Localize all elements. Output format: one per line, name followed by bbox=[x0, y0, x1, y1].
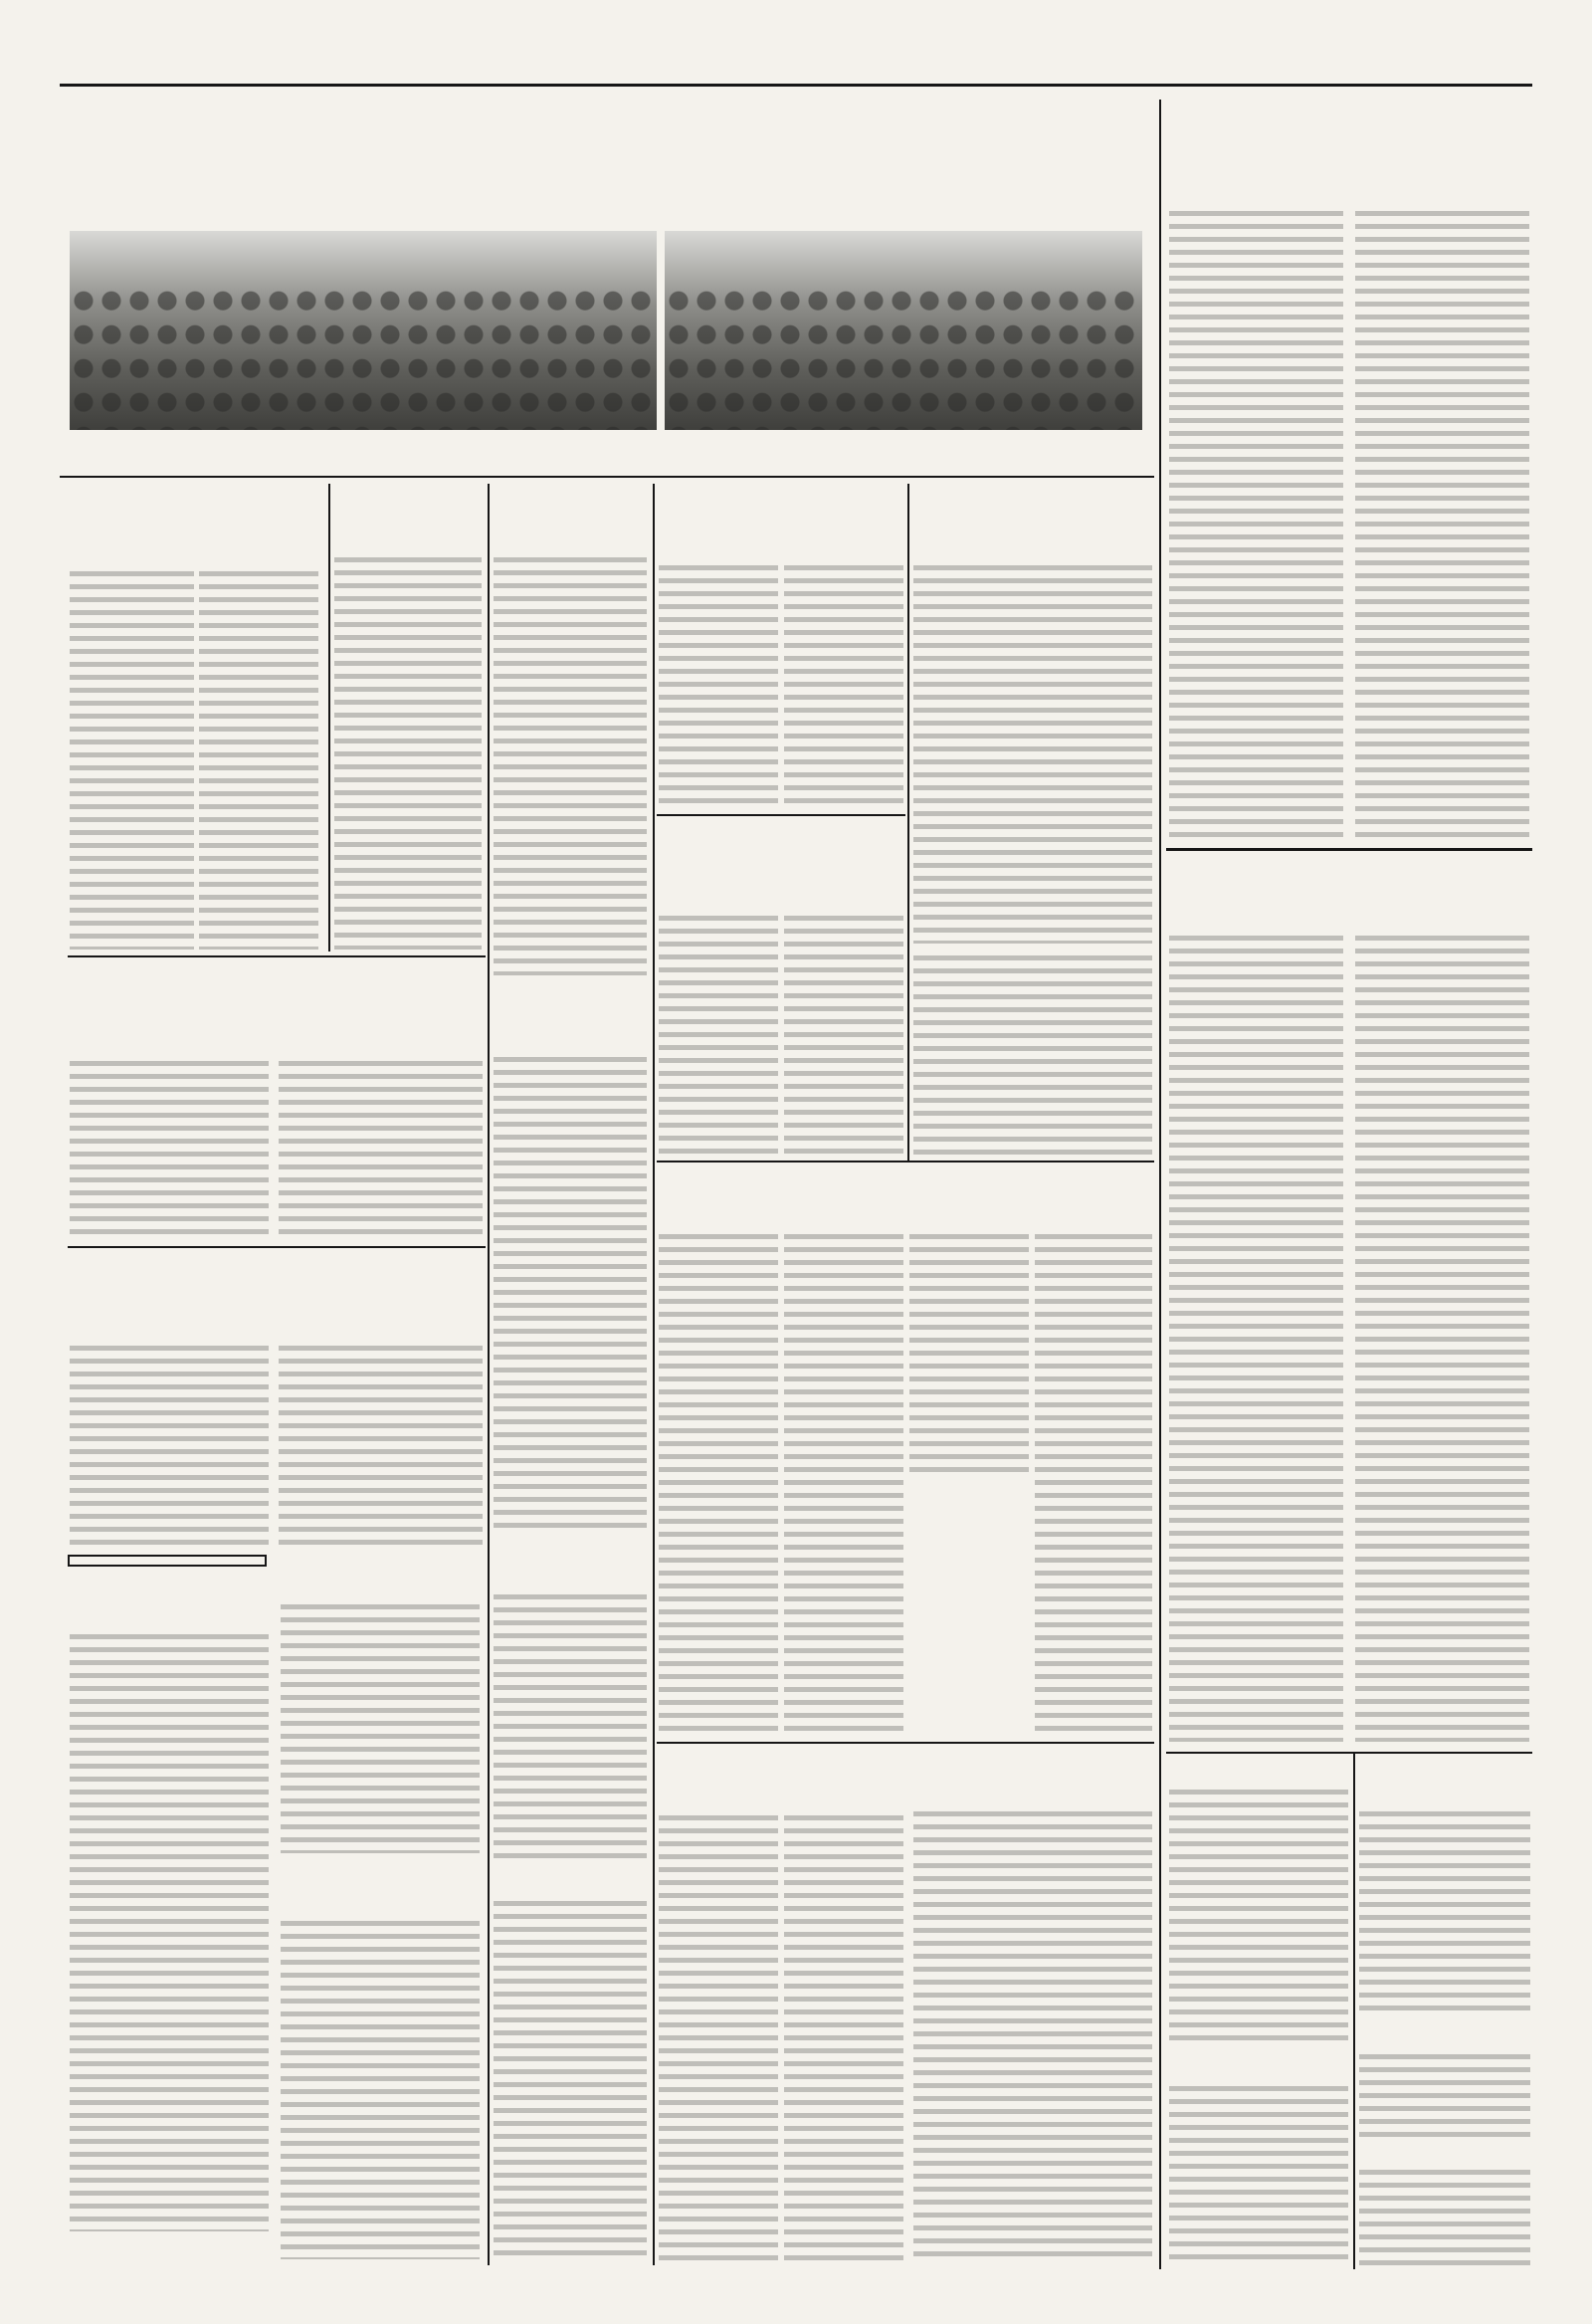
issue-date bbox=[70, 60, 269, 86]
forokynigito-text-col1 bbox=[70, 1061, 269, 1240]
agroto-text-col1 bbox=[70, 571, 194, 950]
paper-name bbox=[716, 60, 876, 86]
column-rule-right bbox=[1159, 100, 1161, 2269]
rule-ptoxo bbox=[68, 1246, 486, 1248]
column-rule-4 bbox=[653, 484, 655, 2265]
rule-under-photos bbox=[60, 476, 1154, 478]
traumatist-text-col3 bbox=[909, 1234, 1029, 1473]
skotothike-text-col1 bbox=[659, 565, 778, 808]
rule-traumat bbox=[657, 1161, 1154, 1162]
rule-foro bbox=[68, 955, 486, 957]
allilegyi-text bbox=[494, 1594, 647, 1863]
photo-workers-left bbox=[70, 231, 657, 430]
apantoun-text bbox=[494, 1057, 647, 1535]
rule-anergoi bbox=[657, 1742, 1154, 1744]
moirastikan-text bbox=[913, 565, 1152, 944]
kirka-text-col1 bbox=[659, 916, 778, 1155]
serres-text-col2 bbox=[1355, 936, 1529, 1742]
agroto-text-col2 bbox=[199, 571, 318, 950]
iatreia-text bbox=[494, 1901, 647, 2259]
rule-side-second bbox=[1166, 848, 1532, 851]
side-article-text-col2 bbox=[1355, 211, 1529, 838]
photo-workers-right bbox=[665, 231, 1142, 430]
timoria-text bbox=[913, 955, 1152, 1155]
column-rule-3 bbox=[488, 484, 490, 2265]
column-rule-rethym bbox=[328, 484, 330, 951]
syllipsi-text bbox=[1359, 2170, 1530, 2267]
photo-caption bbox=[70, 438, 1144, 470]
apolyoun-text bbox=[281, 1604, 480, 1853]
anergoi-text-col1 bbox=[659, 1815, 778, 2263]
syntomes-text bbox=[70, 1634, 269, 2231]
serres-text-col1 bbox=[1169, 936, 1343, 1742]
traumat2-text bbox=[281, 1921, 480, 2259]
syntomes-title bbox=[68, 1555, 267, 1567]
rule-kirka bbox=[657, 814, 905, 816]
masthead-rule bbox=[60, 84, 1532, 87]
column-rule-nikes bbox=[1353, 1752, 1355, 2269]
rule-kinisi bbox=[1166, 1752, 1532, 1754]
page-number bbox=[1502, 54, 1532, 80]
column-rule-6 bbox=[907, 484, 909, 1161]
nikes-text bbox=[1359, 1811, 1530, 2010]
traumatist-text-col2 bbox=[784, 1234, 903, 1732]
kinisi-text bbox=[1169, 1790, 1348, 2048]
prosxoroun-text bbox=[1359, 2054, 1530, 2144]
allilografia-text bbox=[1169, 2086, 1348, 2265]
lochos-text bbox=[1035, 1234, 1152, 1732]
side-article-text-col1 bbox=[1169, 211, 1343, 838]
rethym-text-col2 bbox=[494, 557, 647, 975]
rethym-text bbox=[334, 557, 482, 950]
traumatist-text-col1 bbox=[659, 1234, 778, 1732]
kirka-text-col2 bbox=[784, 916, 903, 1155]
skotothike-text-col2 bbox=[784, 565, 903, 808]
ptoxologia-text-col1 bbox=[70, 1346, 269, 1545]
ptoxologia-text-col2 bbox=[279, 1346, 483, 1545]
anergoi-text-col2 bbox=[784, 1815, 903, 2263]
forokynigito-text-col2 bbox=[279, 1061, 483, 1240]
metaxikoi-text bbox=[913, 1811, 1152, 2259]
